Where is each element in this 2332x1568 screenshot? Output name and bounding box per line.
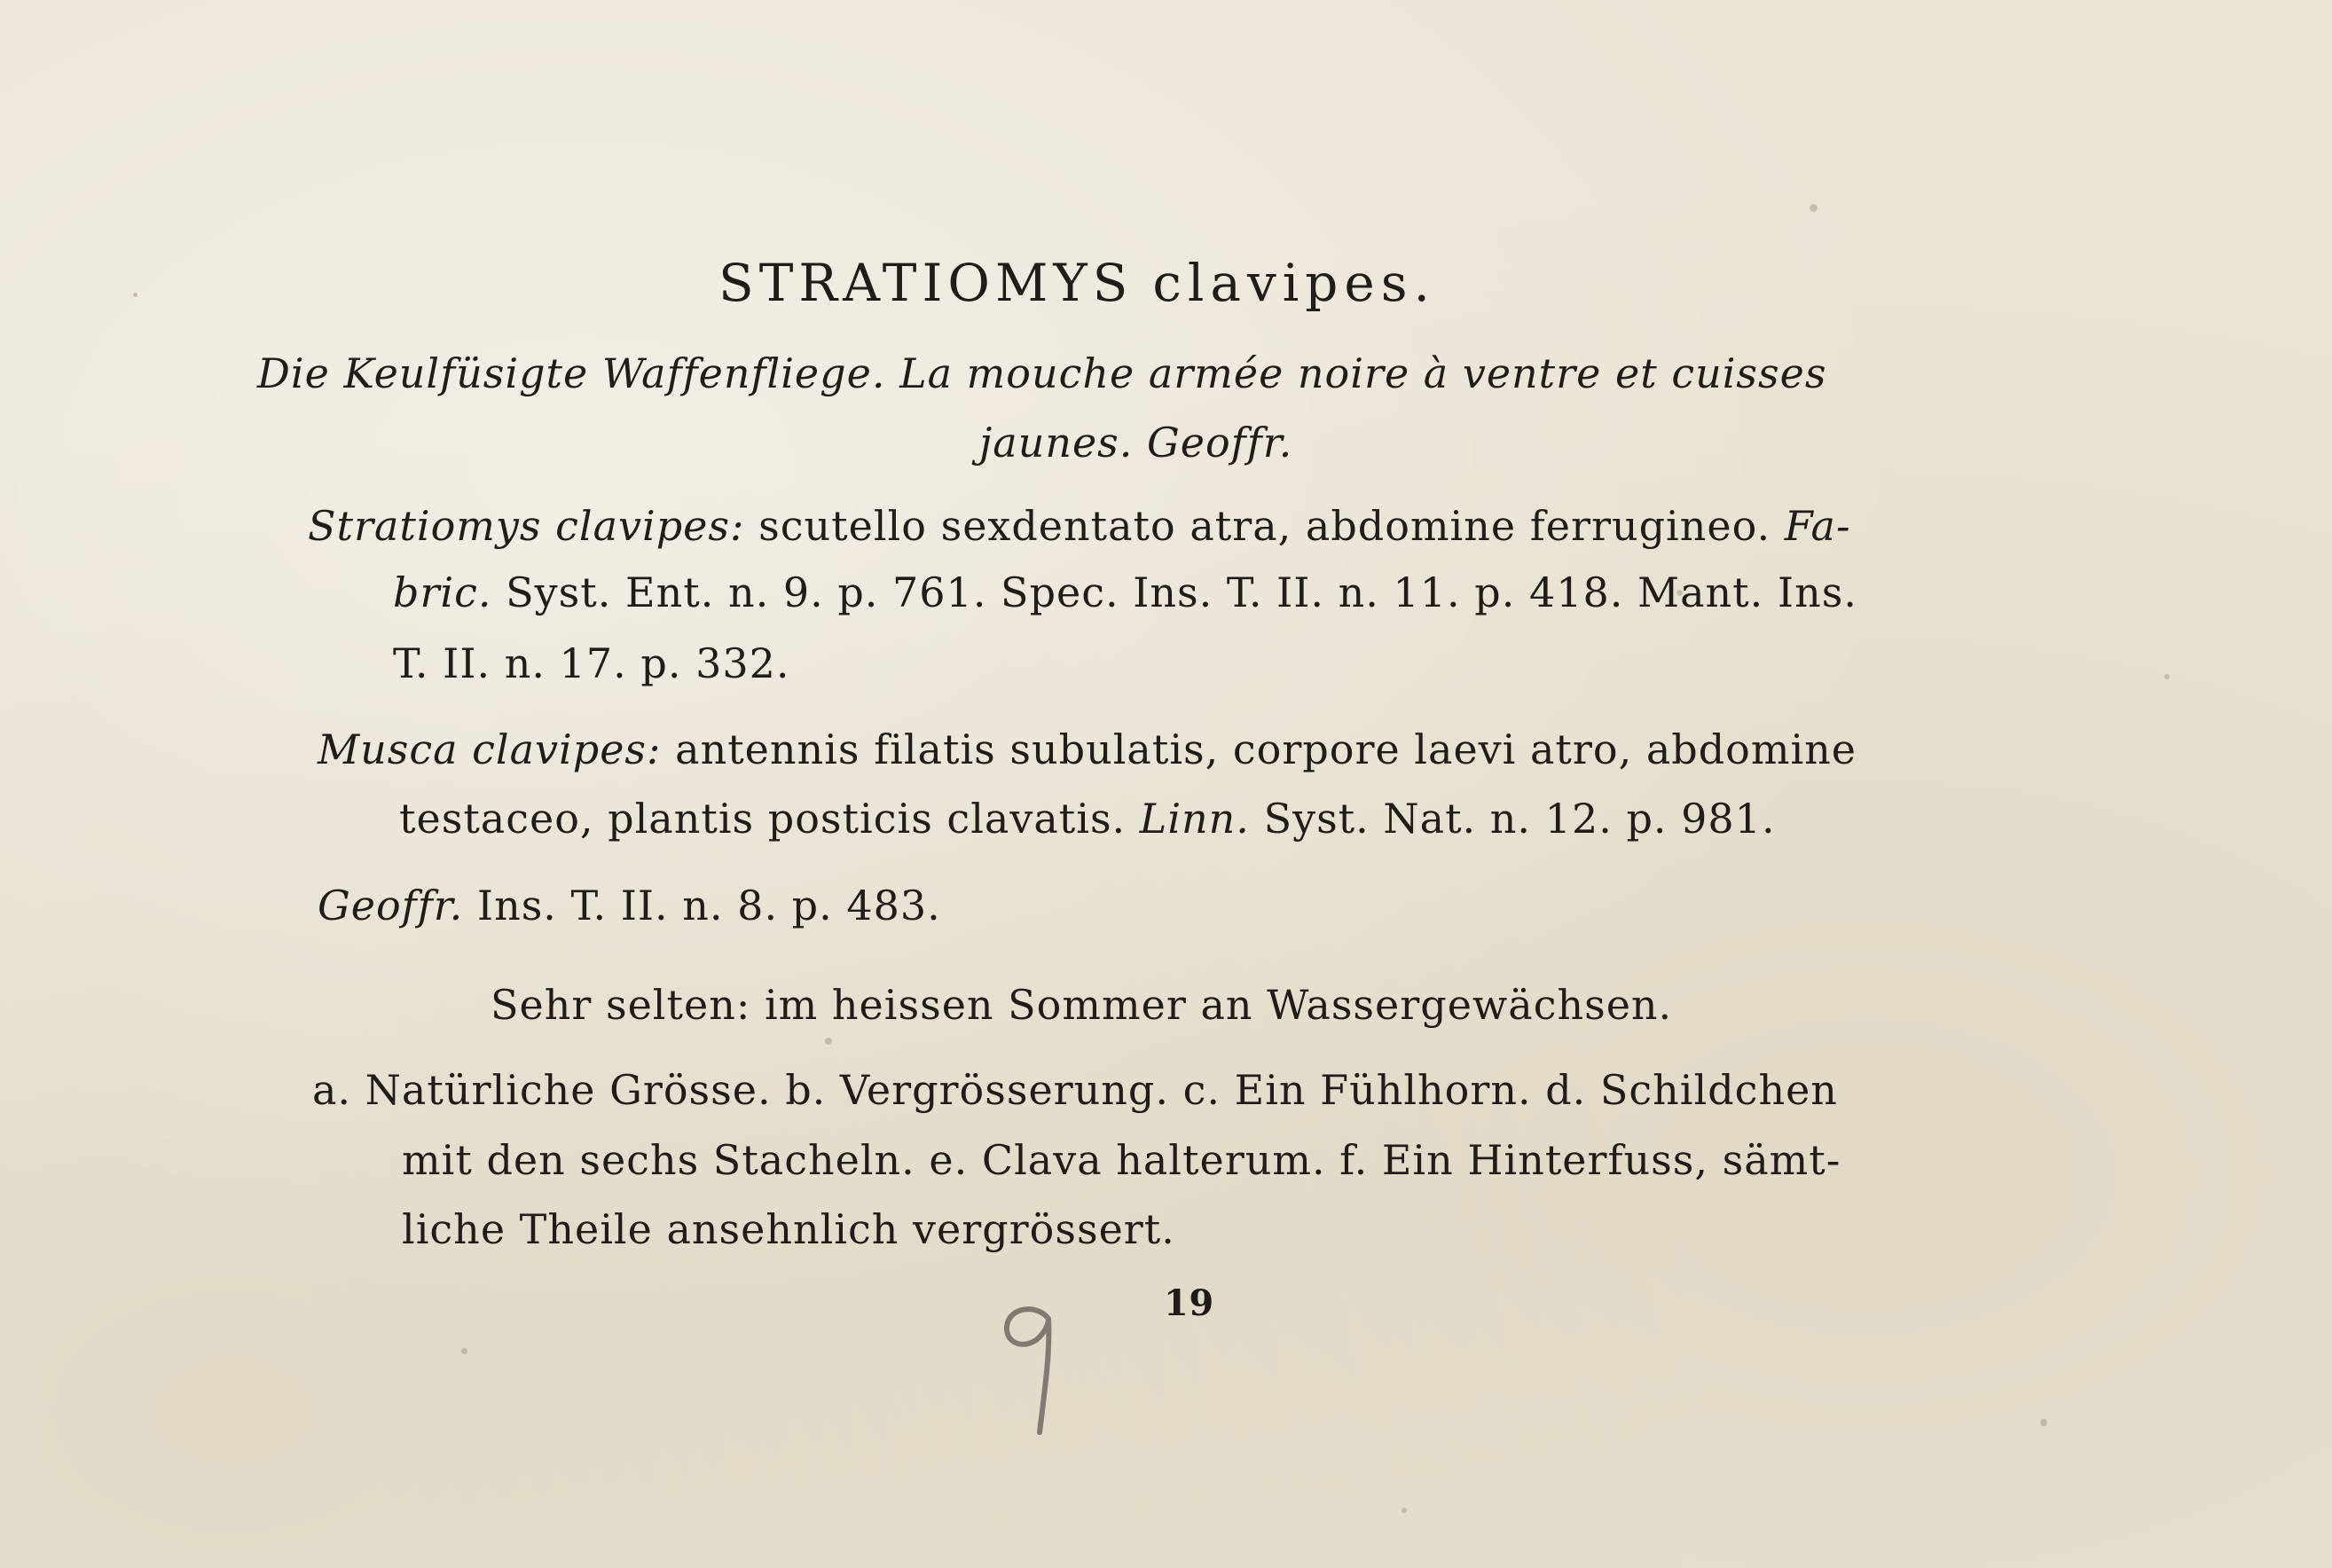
reference-text: Syst. Ent. n. 9. p. 761. Spec. Ins. T. II. n. 11. p. 418. Mant. Ins. xyxy=(506,568,1857,616)
paper-speck xyxy=(1402,1508,1407,1513)
reference-text: testaceo, plantis posticis clavatis. xyxy=(399,795,1127,843)
synonym-name: Musca clavipes: xyxy=(318,725,662,773)
paper-speck xyxy=(461,1348,467,1354)
common-names-line-1: Die Keulfüsigte Waffenfliege. La mouche armée noire à ventre et cuisses xyxy=(257,349,1827,397)
figure-legend-line-2: mit den sechs Stacheln. e. Clava halterum. f. Ein Hinterfuss, sämt- xyxy=(402,1136,1841,1184)
reference-author: Geoffr. xyxy=(318,882,464,929)
habitat-note: Sehr selten: im heissen Sommer an Wassergewächsen. xyxy=(491,981,1673,1029)
reference-author: bric. xyxy=(393,568,492,616)
reference-cite: Ins. T. II. n. 8. p. 483. xyxy=(476,882,941,929)
reference-musca-line-2 xyxy=(399,795,1776,843)
common-names-line-2: jaunes. Geoffr. xyxy=(979,419,1293,466)
figure-legend-line-3: liche Theile ansehnlich vergrössert. xyxy=(402,1205,1175,1253)
pencil-mark-nine xyxy=(993,1299,1064,1441)
genus-name: STRATIOMYS xyxy=(718,253,1134,313)
paper-speck xyxy=(825,1038,832,1045)
reference-author: Fa- xyxy=(1784,502,1851,550)
reference-author: Linn. xyxy=(1139,795,1250,843)
reference-text: antennis filatis subulatis, corpore laevi atro, abdomine xyxy=(675,725,1857,773)
paper-speck xyxy=(1810,204,1818,212)
species-epithet: clavipes. xyxy=(1152,253,1436,313)
reference-geoffroy xyxy=(318,882,941,929)
synonym-name: Stratiomys clavipes: xyxy=(308,502,745,550)
reference-text: scutello sexdentato atra, abdomine ferrugineo. xyxy=(758,502,1771,550)
reference-stratiomys-line-1 xyxy=(308,502,1851,550)
reference-stratiomys-line-2 xyxy=(393,568,1857,616)
paper-speck xyxy=(2164,674,2170,679)
reference-musca-line-1 xyxy=(318,725,1857,773)
paper-speck xyxy=(2040,1419,2047,1426)
reference-cite: Syst. Nat. n. 12. p. 981. xyxy=(1263,795,1776,843)
page-number: 19 xyxy=(1164,1282,1214,1324)
paper-speck xyxy=(133,293,137,297)
species-title xyxy=(718,253,1436,313)
reference-stratiomys-line-3: T. II. n. 17. p. 332. xyxy=(393,639,790,687)
figure-legend-line-1: a. Natürliche Grösse. b. Vergrösserung. c. Ein Fühlhorn. d. Schildchen xyxy=(312,1066,1838,1114)
